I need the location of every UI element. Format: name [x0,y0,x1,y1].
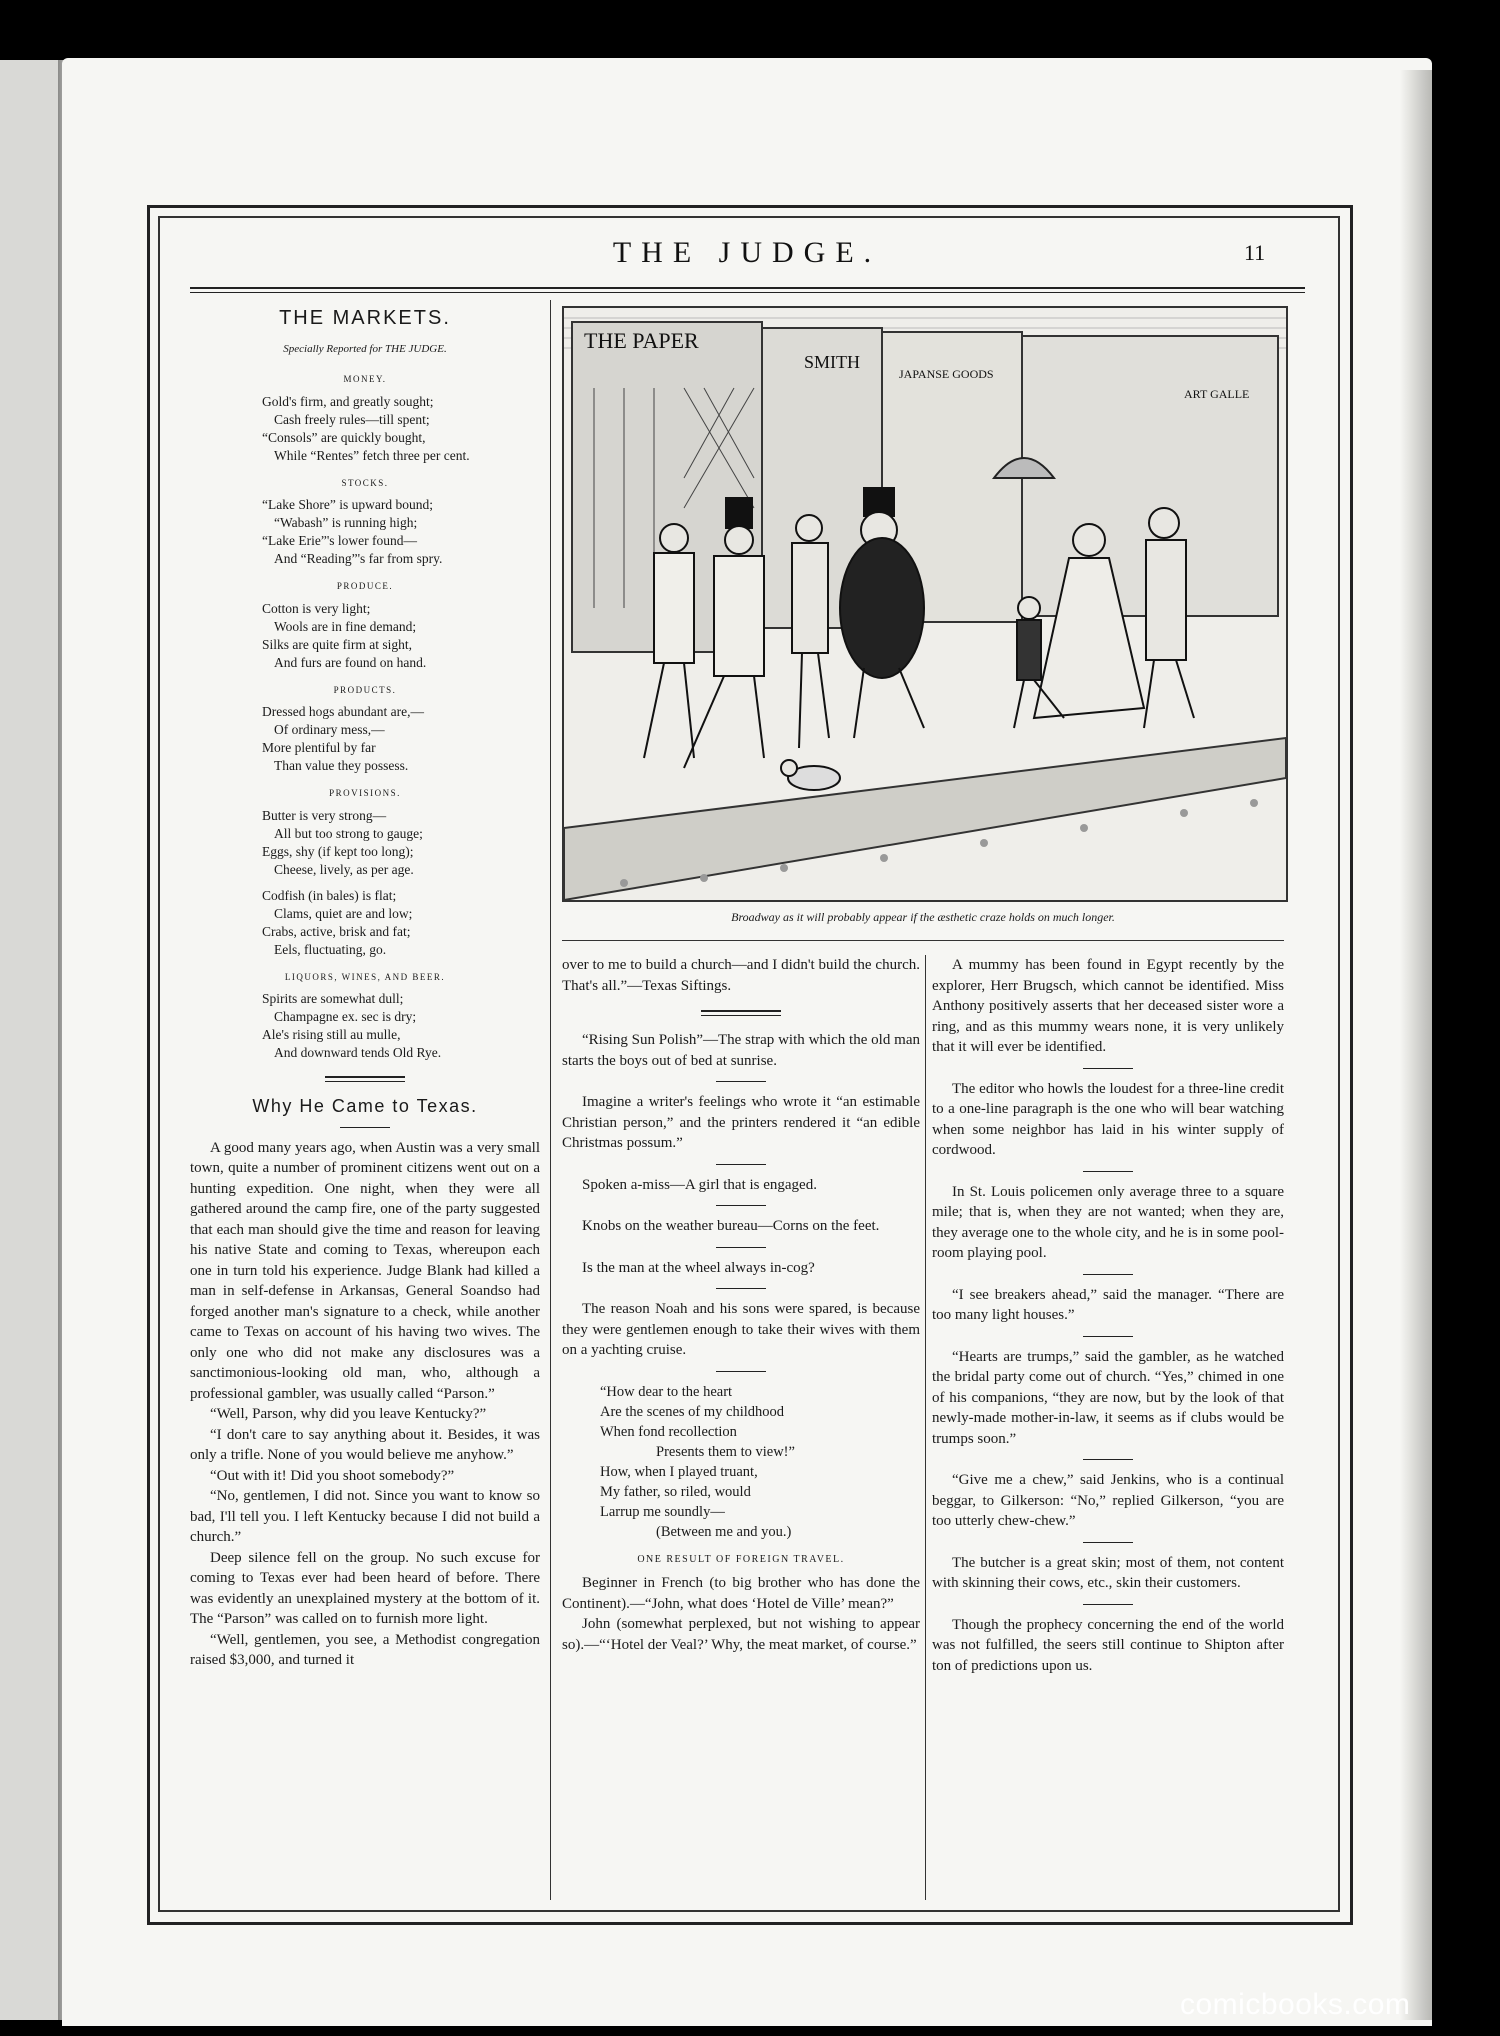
verse-line: More plentiful by far [262,740,376,755]
market-section-head: PRODUCE. [336,581,394,591]
paragraph-item: The butcher is a great skin; most of them, not content with skinning their cows, etc., skin their customers. [932,1554,1284,1591]
verse-line: Eels, fluctuating, go. [274,941,387,957]
market-section-head: PROVISIONS. [329,788,401,798]
item-rule [716,1371,766,1372]
verse-line: Clams, quiet are and low; [274,905,413,921]
verse-line: Wools are in fine demand; [274,618,417,634]
page-number: 11 [1244,240,1266,265]
section-rule [701,1010,781,1016]
paragraph-item: In St. Louis policemen only average three to a square mile; that is, when they are not wanted; when they are, they average one to the whole city, and he is in some pool-room playing pool. [932,1183,1284,1261]
market-verse [190,496,540,568]
poem-line: Larrup me soundly— [600,1503,725,1520]
verse-line: “Wabash” is running high; [274,515,418,530]
poem-line: When fond recollection [600,1423,737,1440]
paragraph-item: A mummy has been found in Egypt recently by the explorer, Herr Brugsch, which cannot be identified. Miss Anthony positively asserts that her deceased sister wore a ring, and as this mummy wears none, it is very unlikely that it will ever be identified. [932,957,1284,1055]
market-section-head: MONEY. [343,374,387,384]
column-1 [190,300,540,1671]
item-rule [1083,1336,1133,1337]
header-rule-thin [190,292,1305,293]
verse-line: Cash freely rules—till spent; [274,411,430,427]
verse-line: Silks are quite firm at sight, [262,636,412,652]
item-rule [716,1205,766,1206]
verse-line: Than value they possess. [274,758,409,773]
market-verse [190,393,540,465]
masthead: THE JUDGE. [612,236,882,269]
story-title: Why He Came to Texas. [252,1096,478,1116]
item-rule [716,1288,766,1289]
verse-line: Crabs, active, brisk and fat; [262,923,411,939]
verse-line: Champagne ex. sec is dry; [274,1009,417,1024]
markets-subtitle: Specially Reported for THE JUDGE. [283,342,447,355]
market-section-head: STOCKS. [341,477,389,488]
verse-line: “Consols” are quickly bought, [262,429,426,445]
market-verse [190,807,540,879]
sign-japanese: JAPANSE GOODS [899,367,994,381]
section-rule [325,1076,405,1082]
column-3 [932,955,1284,1676]
dialogue-paragraph: Beginner in French (to big brother who has done the Continent).—“John, what does ‘Hotel de Ville’ mean?” [562,1575,920,1612]
market-section-head: LIQUORS, WINES, AND BEER. [284,971,446,982]
verse-line: Eggs, shy (if kept too long); [262,843,414,859]
paragraph-item: Spoken a-miss—A girl that is engaged. [582,1176,817,1193]
item-rule [716,1247,766,1248]
illustration-caption: Broadway as it will probably appear if the æsthetic craze holds on much longer. [731,910,1115,924]
verse-line: And downward tends Old Rye. [274,1045,442,1060]
item-rule [1083,1604,1133,1605]
markets-title: THE MARKETS. [279,307,451,329]
poem-line: Presents them to view!” [656,1443,795,1460]
market-verse [190,703,540,775]
scan-border [0,2026,1500,2036]
item-rule [1083,1459,1133,1460]
paragraph-item: “Hearts are trumps,” said the gambler, as he watched the bridal party come out of church. “Yes,” chimed in one of his companions, “they are now, but by the look of that newly-made mother-in-law, it seems as if clubs would be trumps soon.” [932,1348,1284,1447]
poem-line: My father, so riled, would [600,1483,751,1500]
paragraph-item: Though the prophecy concerning the end of the world was not fulfilled, the seers still continue to Shipton after ton of predictions upon us. [932,1616,1284,1674]
item-rule [1083,1274,1133,1275]
verse-line: While “Rentes” fetch three per cent. [274,447,470,463]
item-rule [1083,1068,1133,1069]
story-paragraph: Deep silence fell on the group. No such excuse for coming to Texas ever had been heard of before. There was evidently an unexplained mystery at the bottom of it. The “Parson” was called on to furnish more light. [190,1549,540,1627]
verse-line: “Lake Erie”'s lower found— [262,533,417,548]
verse-line: And “Reading”'s far from spry. [274,551,443,566]
watermark: comicbooks.com [1180,1988,1411,2021]
market-verse [190,600,540,672]
page-edge-shadow [1400,70,1432,2020]
paragraph-item: Imagine a writer's feelings who wrote it “an estimable Christian person,” and the printers rendered it “an edible Christmas possum.” [562,1094,920,1151]
story-paragraph: A good many years ago, when Austin was a very small town, quite a number of prominent citizens went out on a hunting expedition. One night, when they were all gathered around the camp fire, one of the party suggested that each man should give the time and reason for leaving his native State and coming to Texas, whereupon each one in turn told his experience. Judge Blank had killed a man in self-defense in Arkansas, General Soandso had forged another man's signature to a check, while another came to Texas on account of his having two wives. The only one who did not make any disclosures was a sanctimonious-looking old man, who, although a professional gambler, was usually called “Parson.” [190,1139,540,1402]
paragraph-item: Is the man at the wheel always in-cog? [582,1259,815,1276]
verse-line: Cheese, lively, as per age. [274,861,414,877]
story-paragraph: “Well, gentlemen, you see, a Methodist congregation raised $3,000, and turned it [190,1631,540,1668]
column-2 [562,955,920,1655]
paragraph-item: The editor who howls the loudest for a three-line credit to a one-line paragraph is the one who will bear watching when some neighbor has laid in his winter supply of cordwood. [932,1080,1284,1158]
item-rule [716,1081,766,1082]
paragraph-item: “I see breakers ahead,” said the manager. “There are too many light houses.” [932,1286,1284,1323]
item-rule [1083,1171,1133,1172]
poem-line: (Between me and you.) [656,1523,792,1540]
left-page-edge [0,60,61,2020]
story-body [190,1138,540,1671]
paragraph-item: Knobs on the weather bureau—Corns on the feet. [582,1218,880,1234]
sign-gallery: ART GALLE [1184,387,1250,401]
col3-items [932,955,1284,1676]
verse-line: And furs are found on hand. [274,654,427,670]
paragraph-item: “Rising Sun Polish”—The strap with which the old man starts the boys out of bed at sunrise. [562,1032,920,1069]
sign-smith: SMITH [804,352,861,372]
illustration-broadway [562,306,1288,902]
item-rule [1083,1542,1133,1543]
market-verse [190,990,540,1062]
story-paragraph: “Well, Parson, why did you leave Kentucky?” [210,1406,487,1422]
column-divider [925,955,926,1900]
header-rule [190,287,1305,289]
poem-line: How, when I played truant, [600,1463,758,1480]
poem-line: Are the scenes of my childhood [600,1403,785,1420]
market-verse [190,887,540,959]
item-rule [716,1164,766,1165]
story-paragraph: “Out with it! Did you shoot somebody?” [210,1467,455,1484]
verse-line: Of ordinary mess,— [274,722,385,737]
dialogue-paragraph: John (somewhat perplexed, but not wishing to appear so).—“‘Hotel der Veal?’ Why, the meat market, of course.” [562,1616,920,1653]
verse-line: Gold's firm, and greatly sought; [262,393,434,409]
title-rule [340,1127,390,1128]
verse-line: All but too strong to gauge; [274,825,423,841]
paragraph-item: The reason Noah and his sons were spared, is because they were gentlemen enough to take their wives with them on a yachting cruise. [562,1301,920,1358]
poem-line: “How dear to the heart [600,1383,733,1400]
story-paragraph: “No, gentlemen, I did not. Since you want to know so bad, I'll tell you. I left Kentucky because I did not build a church.” [190,1488,540,1545]
verse-line: Cotton is very light; [262,600,371,616]
story-continuation: over to me to build a church—and I didn't build the church. That's all.”—Texas Siftings. [562,957,920,994]
verse-line: “Lake Shore” is upward bound; [262,497,433,512]
col2-items [562,1030,920,1361]
verse-line: Spirits are somewhat dull; [262,991,404,1006]
engraving [564,308,1286,900]
market-section-head: PRODUCTS. [333,684,397,695]
story-paragraph: “I don't care to say anything about it. Besides, it was only a trifle. None of you would believe me anyhow.” [190,1426,540,1463]
verse-line: Codfish (in bales) is flat; [262,887,397,903]
travel-heading: ONE RESULT OF FOREIGN TRAVEL. [637,1553,845,1565]
caption-rule [562,940,1284,941]
markets-poem [190,369,540,1062]
verse [562,1382,920,1542]
column-divider [550,300,551,1900]
paragraph-item: “Give me a chew,” said Jenkins, who is a continual beggar, to Gilkerson: “No,” replied Gilkerson, “you are too utterly chew-chew.” [932,1472,1284,1529]
verse-line: Ale's rising still au mulle, [262,1027,401,1042]
sidewalk [564,738,1286,900]
verse-line: Butter is very strong— [262,807,387,823]
sign-paper: THE PAPER [584,328,699,353]
verse-line: Dressed hogs abundant are,— [262,704,424,719]
travel-dialogue [562,1573,920,1655]
